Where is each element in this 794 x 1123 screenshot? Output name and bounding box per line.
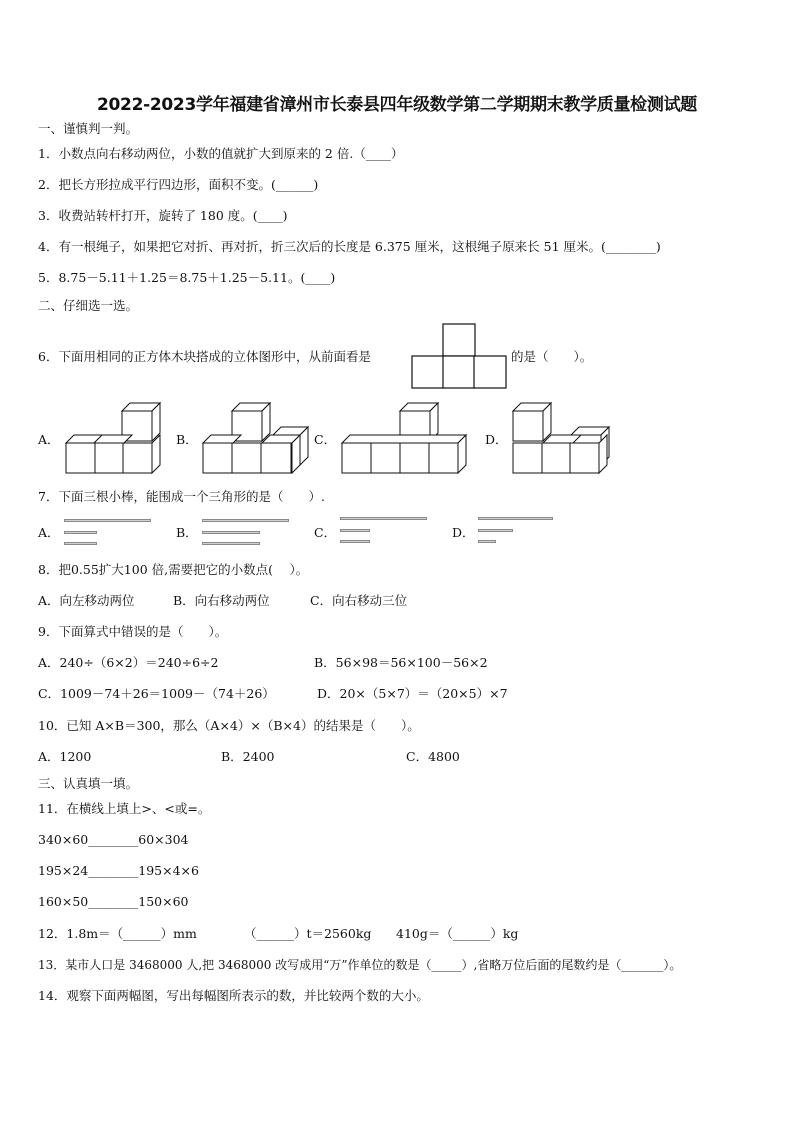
question-8-stem: 8．把0.55扩大100 倍,需要把它的小数点( ）。 xyxy=(38,562,309,577)
q9-option-c: C．1009－74＋26＝1009－（74＋26） xyxy=(38,686,275,701)
question-2: 2．把长方形拉成平行四边形，面积不变。(______) xyxy=(38,177,319,192)
question-6-stem-start: 6．下面用相同的正方体木块搭成的立体图形中，从前面看是 xyxy=(38,349,371,364)
q7-option-a-label: A． xyxy=(38,525,60,540)
stick-d-long xyxy=(478,517,553,520)
q6-option-c-figure xyxy=(340,401,472,479)
q10-option-a: A．1200 xyxy=(38,749,92,764)
question-7-stem: 7．下面三根小棒，能围成一个三角形的是（ ）. xyxy=(38,489,325,504)
q9-option-a: A．240÷（6×2）＝240÷6÷2 xyxy=(38,655,219,670)
q6-option-b-figure xyxy=(201,401,313,479)
q7-option-b-label: B． xyxy=(176,525,198,540)
question-1: 1．小数点向右移动两位，小数的值就扩大到原来的 2 倍.（____） xyxy=(38,146,404,161)
section-heading-fill: 三、认真填一填。 xyxy=(38,776,139,791)
q6-option-d-label: D． xyxy=(485,432,508,447)
stick-d-medium xyxy=(478,529,513,532)
section-heading-judge: 一、谨慎判一判。 xyxy=(38,121,139,136)
q6-option-c-label: C． xyxy=(314,432,337,447)
stick-b-short xyxy=(202,542,260,545)
section-heading-choose: 二、仔细选一选。 xyxy=(38,298,139,313)
q9-option-b: B．56×98＝56×100－56×2 xyxy=(314,655,488,670)
q9-option-d: D．20×（5×7）＝（20×5）×7 xyxy=(317,686,508,701)
question-14: 14．观察下面两幅图，写出每幅图所表示的数，并比较两个数的大小。 xyxy=(38,988,429,1003)
question-11-stem: 11．在横线上填上>、<或=。 xyxy=(38,801,211,816)
q10-option-b: B．2400 xyxy=(221,749,275,764)
q6-option-a-label: A． xyxy=(38,432,60,447)
q8-option-c: C．向右移动三位 xyxy=(310,593,408,608)
question-10-stem: 10．已知 A×B＝300，那么（A×4）×（B×4）的结果是（ ）。 xyxy=(38,718,420,733)
stick-b-long xyxy=(202,519,289,522)
page-title: 2022-2023学年福建省漳州市长泰县四年级数学第二学期期末教学质量检测试题 xyxy=(97,95,697,115)
q12-part-b: （______）t＝2560kg xyxy=(244,926,372,941)
stick-a-long xyxy=(64,519,151,522)
stick-c-short xyxy=(340,540,370,543)
q12-part-a: 12．1.8m＝（______）mm xyxy=(38,926,197,941)
q11-compare-2: 195×24________195×4×6 xyxy=(38,863,199,878)
question-4: 4．有一根绳子，如果把它对折、再对折，折三次后的长度是 6.375 厘米，这根绳子原来长 51 厘米。(________) xyxy=(38,239,661,254)
question-5: 5．8.75－5.11＋1.25＝8.75＋1.25－5.11。(____) xyxy=(38,270,336,285)
question-9-stem: 9．下面算式中错误的是（ ）。 xyxy=(38,624,228,639)
q8-option-a: A．向左移动两位 xyxy=(38,593,135,608)
q12-part-c: 410g＝（______）kg xyxy=(396,926,519,941)
question-3: 3．收费站转杆打开，旋转了 180 度。(____) xyxy=(38,208,288,223)
stick-a-short xyxy=(64,542,97,545)
stick-c-long xyxy=(340,517,427,520)
question-13: 13．某市人口是 3468000 人,把 3468000 改写成用“万”作单位的数是（_____）,省略万位后面的尾数约是（_______）。 xyxy=(38,958,682,972)
q8-option-b: B．向右移动两位 xyxy=(173,593,270,608)
stick-a-medium xyxy=(64,531,97,534)
front-view-figure xyxy=(410,322,510,390)
stick-d-short xyxy=(478,540,496,543)
stick-c-medium xyxy=(340,529,370,532)
q7-option-d-label: D． xyxy=(452,525,475,540)
q10-option-c: C．4800 xyxy=(406,749,460,764)
question-6-stem-end: 的是（ ）。 xyxy=(511,349,593,364)
stick-b-medium xyxy=(202,531,260,534)
q6-option-a-figure xyxy=(64,401,176,479)
q6-option-b-label: B． xyxy=(176,432,198,447)
q7-option-c-label: C． xyxy=(314,525,337,540)
q6-option-d-figure xyxy=(511,401,623,479)
q11-compare-1: 340×60________60×304 xyxy=(38,832,189,847)
q11-compare-3: 160×50________150×60 xyxy=(38,894,189,909)
